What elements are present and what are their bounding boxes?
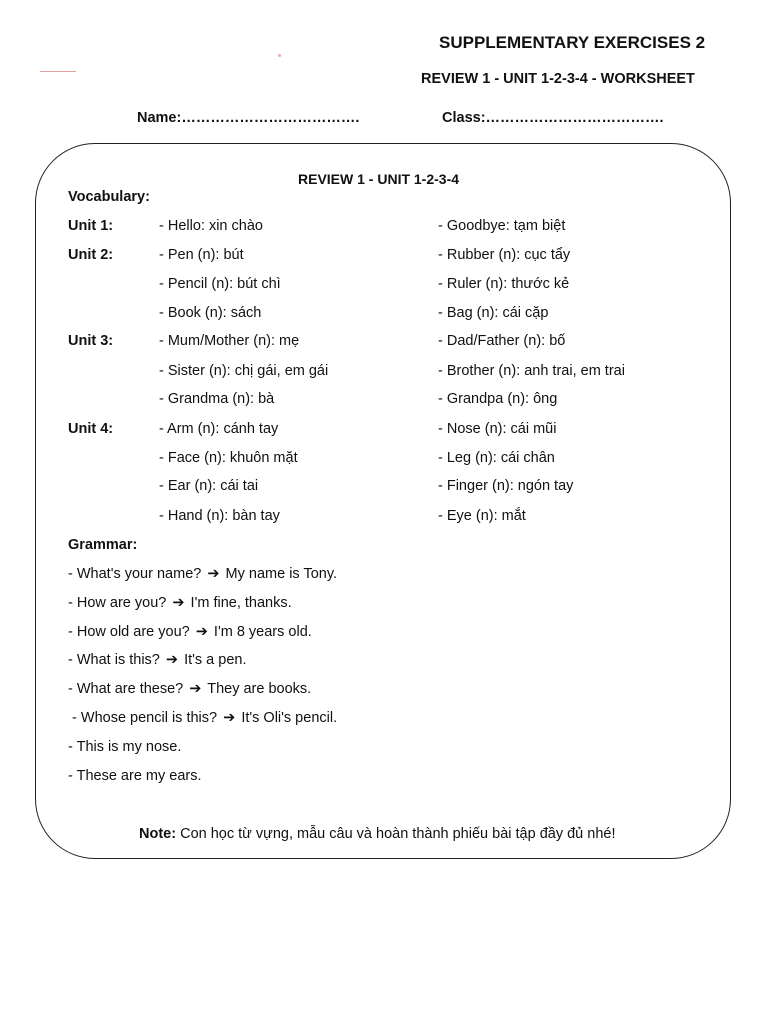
grammar-answer: I'm 8 years old. <box>213 624 312 640</box>
page-title: SUPPLEMENTARY EXERCISES 2 <box>439 33 706 52</box>
vocab-item: - Eye (n): mắt <box>438 508 526 524</box>
vocab-item: - Finger (n): ngón tay <box>438 478 574 494</box>
grammar-answer: It's a pen. <box>184 652 247 668</box>
vocab-item: - Pencil (n): bút chì <box>159 276 281 292</box>
vocab-item: - Arm (n): cánh tay <box>159 421 279 437</box>
vocab-item: - Dad/Father (n): bố <box>438 333 566 349</box>
grammar-question: - These are my ears. <box>68 768 202 784</box>
vocab-item: - Hello: xin chào <box>159 218 263 234</box>
grammar-question: - What is this? <box>68 652 160 668</box>
vocab-item: - Bag (n): cái cặp <box>438 305 549 321</box>
arrow-right-icon: ➔ <box>165 652 179 668</box>
grammar-line <box>68 739 181 755</box>
grammar-line <box>68 681 311 697</box>
review-box-title: REVIEW 1 - UNIT 1-2-3-4 <box>298 171 460 187</box>
class-field[interactable]: Class:………………………………. <box>442 110 664 126</box>
red-dot <box>278 54 281 57</box>
vocab-item: - Ruler (n): thước kẻ <box>438 276 570 292</box>
note-text: Con học từ vựng, mẫu câu và hoàn thành phiếu bài tập đầy đủ nhé! <box>176 826 616 842</box>
arrow-right-icon: ➔ <box>223 710 236 726</box>
grammar-answer: It's Oli's pencil. <box>241 710 338 726</box>
grammar-question: - This is my nose. <box>68 739 182 755</box>
grammar-answer: My name is Tony. <box>225 566 338 582</box>
vocab-item: - Rubber (n): cục tẩy <box>438 247 571 263</box>
vocab-item: - Nose (n): cái mũi <box>438 421 557 437</box>
grammar-line <box>68 710 337 726</box>
grammar-line <box>68 652 247 668</box>
grammar-answer: I'm fine, thanks. <box>190 595 292 611</box>
arrow-right-icon: ➔ <box>195 624 208 640</box>
vocab-item: - Leg (n): cái chân <box>438 450 555 466</box>
unit-4-label: Unit 4: <box>68 421 114 437</box>
unit-1-label: Unit 1: <box>68 218 114 234</box>
vocab-item: - Grandma (n): bà <box>159 391 275 407</box>
grammar-answer: They are books. <box>207 681 312 697</box>
grammar-question: - Whose pencil is this? <box>68 710 218 726</box>
unit-2-label: Unit 2: <box>68 247 114 263</box>
note-label: Note: <box>139 826 177 842</box>
arrow-right-icon: ➔ <box>207 566 220 582</box>
grammar-question: - What are these? <box>68 681 184 697</box>
vocab-item: - Ear (n): cái tai <box>159 478 259 494</box>
unit-3-label: Unit 3: <box>68 333 114 349</box>
vocab-item: - Grandpa (n): ông <box>438 391 558 407</box>
grammar-question: - How are you? <box>68 595 167 611</box>
vocab-item: - Pen (n): bút <box>159 247 244 263</box>
arrow-right-icon: ➔ <box>172 595 185 611</box>
page-subtitle: REVIEW 1 - UNIT 1-2-3-4 - WORKSHEET <box>421 71 695 87</box>
vocab-item: - Hand (n): bàn tay <box>159 508 280 524</box>
grammar-question: - What's your name? <box>68 566 202 582</box>
grammar-line <box>68 566 337 582</box>
vocab-item: - Brother (n): anh trai, em trai <box>438 363 625 379</box>
grammar-question: - How old are you? <box>68 624 190 640</box>
vocab-item: - Face (n): khuôn mặt <box>159 450 298 466</box>
vocabulary-heading: Vocabulary: <box>68 189 150 205</box>
vocab-item: - Book (n): sách <box>159 305 262 321</box>
note <box>139 826 615 842</box>
grammar-line <box>68 595 292 611</box>
grammar-line <box>68 768 202 784</box>
grammar-line <box>68 624 312 640</box>
grammar-heading: Grammar: <box>68 537 138 553</box>
vocab-item: - Goodbye: tạm biệt <box>438 218 566 234</box>
red-mark <box>40 71 76 72</box>
vocab-item: - Mum/Mother (n): mẹ <box>159 333 300 349</box>
arrow-right-icon: ➔ <box>189 681 202 697</box>
vocab-item: - Sister (n): chị gái, em gái <box>159 363 329 379</box>
name-field[interactable]: Name:………………………………. <box>137 110 360 126</box>
